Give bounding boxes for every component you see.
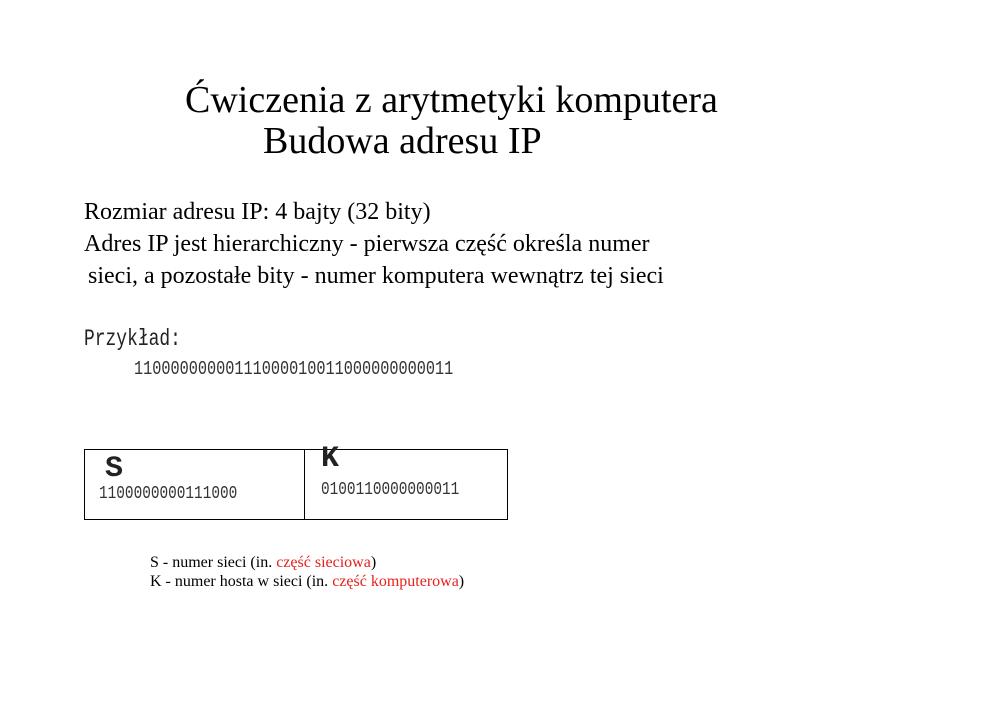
legend-network-suffix: ) xyxy=(370,554,377,571)
legend-host-suffix: ) xyxy=(458,573,465,590)
body-text-line-2: Adres IP jest hierarchiczny - pierwsza część określa numer xyxy=(84,231,650,257)
legend-host-highlight: część komputerowa xyxy=(332,573,459,590)
legend-host-prefix: K - numer hosta w sieci (in. xyxy=(150,573,333,590)
legend-network xyxy=(150,553,376,573)
host-part-bits: 0100110000000011 xyxy=(321,480,460,500)
example-label: Przykład: xyxy=(84,326,181,352)
body-text-line-3: sieci, a pozostałe bity - numer komputera wewnątrz tej sieci xyxy=(88,263,664,289)
host-part-letter: K xyxy=(321,442,340,476)
network-host-divider xyxy=(304,450,305,519)
title-line-1: Ćwiczenia z arytmetyki komputera xyxy=(185,79,718,121)
legend-network-prefix: S - numer sieci (in. xyxy=(150,554,277,571)
example-bits: 11000000000111000010011000000000011 xyxy=(134,358,454,380)
body-text-line-1: Rozmiar adresu IP: 4 bajty (32 bity) xyxy=(84,199,431,225)
legend-network-highlight: część sieciowa xyxy=(276,554,371,571)
ip-address-diagram xyxy=(84,442,508,520)
network-part-letter: S xyxy=(105,452,124,486)
network-part-bits: 1100000000111000 xyxy=(99,484,238,504)
title-line-2: Budowa adresu IP xyxy=(263,120,542,162)
legend-host xyxy=(150,572,464,592)
